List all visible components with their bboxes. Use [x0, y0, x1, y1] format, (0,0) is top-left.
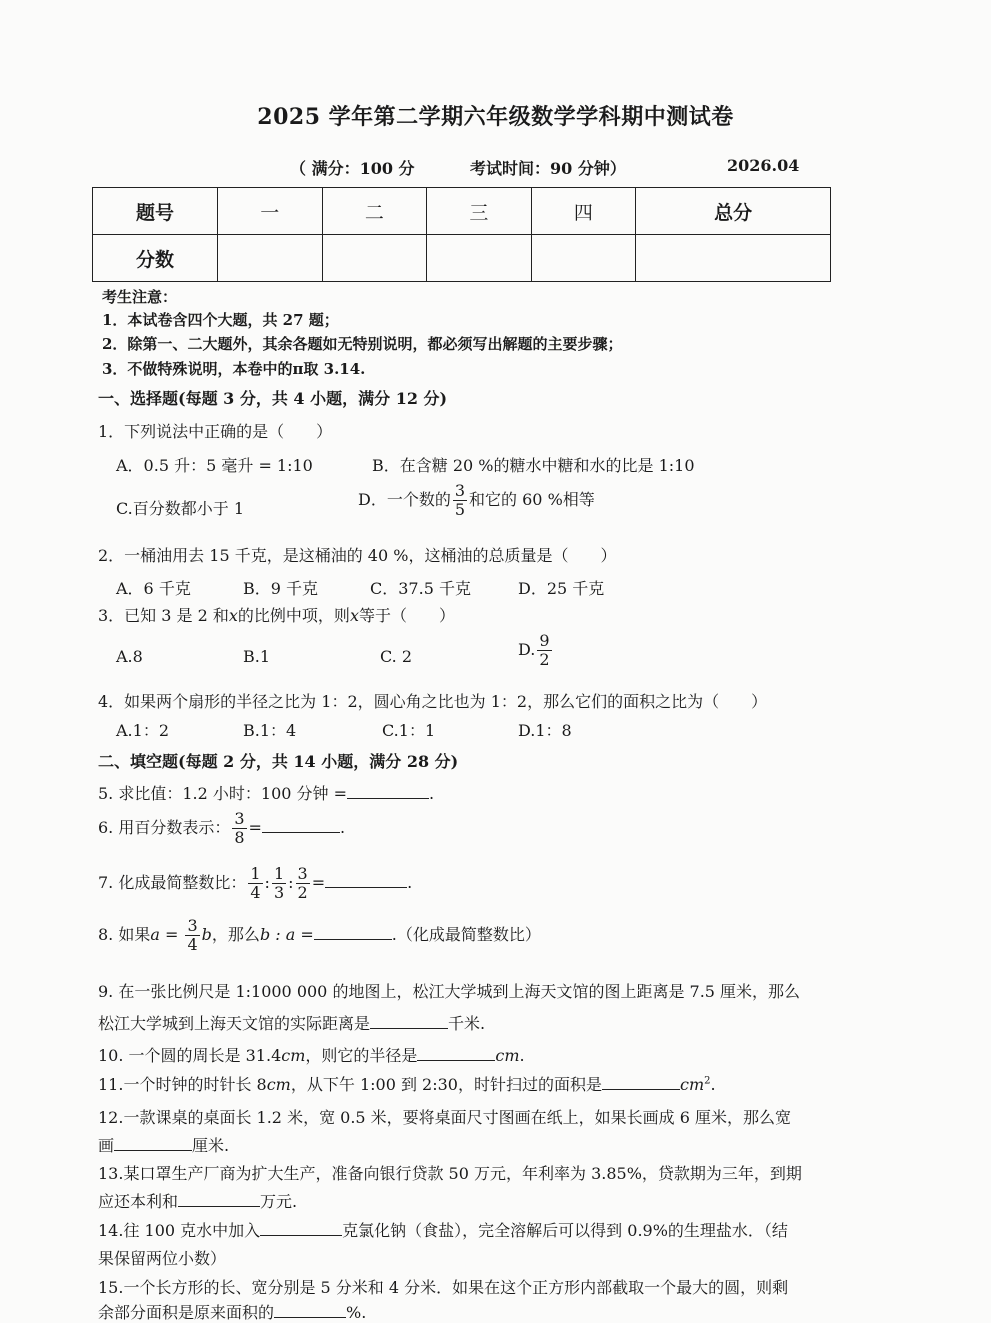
- variable-a: a: [150, 925, 160, 944]
- unit-cm: cm: [281, 1046, 306, 1065]
- q13-text: 应还本利和: [98, 1192, 179, 1211]
- question-4-option-c: C.1：1: [382, 721, 436, 740]
- q5-text: .: [429, 784, 435, 803]
- variable-x: x: [349, 606, 359, 625]
- q11-text: .: [710, 1075, 716, 1094]
- fraction-numerator: 3: [187, 916, 198, 935]
- question-15-line-1: 15.一个长方形的长、宽分别是 5 分米和 4 分米．如果在这个正方形内部截取一个最大的圆，则剩: [98, 1278, 789, 1297]
- answer-blank[interactable]: [325, 873, 407, 888]
- score-table: [92, 187, 831, 282]
- q7-text: :: [264, 873, 270, 892]
- question-8: [98, 917, 541, 954]
- note-item: 1．本试卷含四个大题，共 27 题；: [102, 311, 339, 329]
- q3-stem-part: 的比例中项，则: [237, 606, 350, 625]
- q10-text: ，则它的半径是: [305, 1046, 418, 1065]
- question-14-line-1: [98, 1218, 788, 1241]
- variable-x: x: [228, 606, 238, 625]
- question-3-stem: [98, 603, 455, 626]
- fraction-numerator: 3: [234, 809, 245, 828]
- q14-text: 克氯化钠（食盐），完全溶解后可以得到 0.9%的生理盐水．（结: [342, 1221, 788, 1240]
- q3-stem-part: 等于（ ）: [358, 606, 455, 625]
- score-cell-empty[interactable]: [531, 235, 636, 282]
- score-table-cell: 分数: [93, 235, 218, 282]
- fraction: [248, 865, 262, 902]
- answer-blank[interactable]: [274, 1303, 346, 1318]
- fraction-numerator: 3: [297, 864, 308, 883]
- score-table-score-row: [93, 235, 831, 282]
- fraction: [232, 810, 246, 847]
- question-7: [98, 865, 412, 902]
- score-table-cell: 四: [531, 188, 636, 235]
- question-2-option-a: A．6 千克: [116, 579, 191, 598]
- answer-blank[interactable]: [178, 1192, 260, 1207]
- q6-text: 6. 用百分数表示：: [98, 818, 231, 837]
- exam-title: 2025 学年第二学期六年级数学学科期中测试卷: [257, 104, 734, 130]
- fraction: [537, 632, 551, 669]
- question-9-line-1: 9. 在一张比例尺是 1:1000 000 的地图上，松江大学城到上海天文馆的图上距离是 7.5 厘米，那么: [98, 982, 801, 1001]
- question-4-option-b: B.1：4: [243, 721, 297, 740]
- time-limit: 考试时间：90 分钟）: [470, 159, 626, 178]
- score-cell-empty[interactable]: [427, 235, 532, 282]
- answer-blank[interactable]: [114, 1136, 192, 1151]
- question-13-line-1: 13.某口罩生产厂商为扩大生产，准备向银行贷款 50 万元，年利率为 3.85%，贷款期为三年，到期: [98, 1164, 802, 1183]
- q10-text: .: [519, 1046, 525, 1065]
- answer-blank[interactable]: [347, 784, 429, 799]
- answer-blank[interactable]: [314, 925, 392, 940]
- notes-heading: 考生注意：: [102, 288, 178, 306]
- fraction: [185, 917, 199, 954]
- question-12-line-2: [98, 1133, 229, 1156]
- question-4-option-a: A.1：2: [116, 721, 170, 740]
- q8-text: .（化成最简整数比）: [391, 925, 541, 944]
- fraction-denominator: 2: [297, 883, 308, 902]
- q8-text: =: [295, 925, 314, 944]
- answer-blank[interactable]: [370, 1014, 448, 1029]
- question-1-option-b: B．在含糖 20 %的糖水中糖和水的比是 1:10: [372, 456, 695, 475]
- question-11: [98, 1072, 716, 1095]
- answer-blank[interactable]: [260, 1221, 342, 1236]
- fraction-denominator: 4: [187, 935, 198, 954]
- score-table-cell: 一: [218, 188, 323, 235]
- question-5: [98, 781, 434, 804]
- q9-text: 千米.: [448, 1014, 486, 1033]
- question-4-stem: 4．如果两个扇形的半径之比为 1：2，圆心角之比也为 1：2，那么它们的面积之比为（ ）: [98, 692, 768, 711]
- question-15-line-2: [98, 1300, 366, 1323]
- q6-text: =: [248, 818, 262, 837]
- fraction: [296, 865, 310, 902]
- question-2-option-d: D．25 千克: [518, 579, 605, 598]
- question-2-stem: 2．一桶油用去 15 千克，是这桶油的 40 %，这桶油的总质量是（ ）: [98, 546, 617, 565]
- question-1-option-c: C.百分数都小于 1: [116, 499, 245, 518]
- question-4-option-d: D.1：8: [518, 721, 572, 740]
- q7-text: .: [407, 873, 413, 892]
- q3-stem-part: 3．已知 3 是 2 和: [98, 606, 229, 625]
- q9-text: 松江大学城到上海天文馆的实际距离是: [98, 1014, 371, 1033]
- q13-text: 万元.: [260, 1192, 298, 1211]
- question-12-line-1: 12.一款课桌的桌面长 1.2 米，宽 0.5 米，要将桌面尺寸图画在纸上，如果长画成 6 厘米，那么宽: [98, 1108, 792, 1127]
- score-table-cell: 三: [427, 188, 532, 235]
- fraction-denominator: 8: [234, 828, 245, 847]
- fraction-numerator: 3: [454, 481, 466, 500]
- section-2-heading: 二、填空题(每题 2 分，共 14 小题，满分 28 分): [98, 752, 459, 771]
- question-3-option-a: A.8: [116, 647, 143, 666]
- score-table-cell: 题号: [93, 188, 218, 235]
- score-cell-empty[interactable]: [218, 235, 323, 282]
- variable-b: b: [201, 925, 212, 944]
- note-item: 3．不做特殊说明，本卷中的π取 3.14.: [102, 360, 366, 378]
- q11-text: ，从下午 1:00 到 2:30，时针扫过的面积是: [290, 1075, 602, 1094]
- section-1-heading: 一、选择题(每题 3 分，共 4 小题，满分 12 分): [98, 389, 448, 408]
- q7-text: :: [288, 873, 294, 892]
- unit-cm: cm: [679, 1075, 705, 1094]
- fraction-denominator: 3: [273, 883, 285, 902]
- question-1-option-d: [358, 482, 595, 519]
- q3-d-prefix: D.: [518, 640, 536, 659]
- fraction-denominator: 2: [539, 650, 550, 669]
- question-3-option-c: C. 2: [380, 647, 413, 666]
- q15-text: %.: [346, 1303, 367, 1322]
- question-1-option-a: A．0.5 升：5 毫升 = 1:10: [116, 456, 313, 475]
- ratio-b-a: b : a: [259, 925, 296, 944]
- question-9-line-2: [98, 1011, 485, 1034]
- full-marks: （ 满分：100 分: [290, 159, 415, 178]
- q12-text: 厘米.: [192, 1136, 230, 1155]
- answer-blank[interactable]: [417, 1046, 495, 1061]
- q8-text: 8. 如果: [98, 925, 151, 944]
- score-table-cell: 总分: [636, 188, 831, 235]
- question-10: [98, 1043, 525, 1066]
- fraction-numerator: 1: [250, 864, 261, 883]
- fraction-denominator: 4: [250, 883, 261, 902]
- q10-text: 10. 一个圆的周长是 31.4: [98, 1046, 282, 1065]
- score-cell-empty[interactable]: [322, 235, 427, 282]
- fraction: [453, 482, 467, 519]
- q7-text: 7. 化成最简整数比：: [98, 873, 247, 892]
- q15-text: 余部分面积是原来面积的: [98, 1303, 275, 1322]
- score-table-cell: 二: [322, 188, 427, 235]
- exam-date: 2026.04: [727, 156, 800, 175]
- q5-text: 5. 求比值：1.2 小时：100 分钟 =: [98, 784, 348, 803]
- q12-text: 画: [98, 1136, 115, 1155]
- fraction-numerator: 9: [539, 631, 550, 650]
- score-cell-empty[interactable]: [636, 235, 831, 282]
- question-2-option-c: C．37.5 千克: [370, 579, 471, 598]
- unit-cm: cm: [495, 1046, 520, 1065]
- question-3-option-d: [518, 632, 554, 669]
- fraction-numerator: 1: [273, 864, 285, 883]
- q14-text: 14.往 100 克水中加入: [98, 1221, 261, 1240]
- question-6: [98, 810, 345, 847]
- note-item: 2．除第一、二大题外，其余各题如无特别说明，都必须写出解题的主要步骤；: [102, 335, 623, 353]
- q7-text: =: [311, 873, 326, 892]
- q1-d-suffix: 和它的 60 %相等: [469, 490, 595, 509]
- q11-text: 11.一个时钟的时针长 8: [98, 1075, 267, 1094]
- unit-cm: cm: [266, 1075, 291, 1094]
- fraction: [272, 865, 286, 902]
- question-3-option-b: B.1: [243, 647, 271, 666]
- q8-text: =: [159, 925, 184, 944]
- answer-blank[interactable]: [602, 1075, 680, 1090]
- q8-text: ，那么: [211, 925, 260, 944]
- fraction-denominator: 5: [454, 500, 466, 519]
- superscript-2: 2: [704, 1075, 711, 1087]
- q6-text: .: [339, 818, 346, 837]
- question-2-option-b: B．9 千克: [243, 579, 319, 598]
- answer-blank[interactable]: [262, 818, 340, 833]
- score-table-header-row: [93, 188, 831, 235]
- question-13-line-2: [98, 1189, 297, 1212]
- q1-d-prefix: D．一个数的: [358, 490, 451, 509]
- question-1-stem: 1．下列说法中正确的是（ ）: [98, 422, 333, 441]
- question-14-line-2: 果保留两位小数）: [98, 1249, 227, 1268]
